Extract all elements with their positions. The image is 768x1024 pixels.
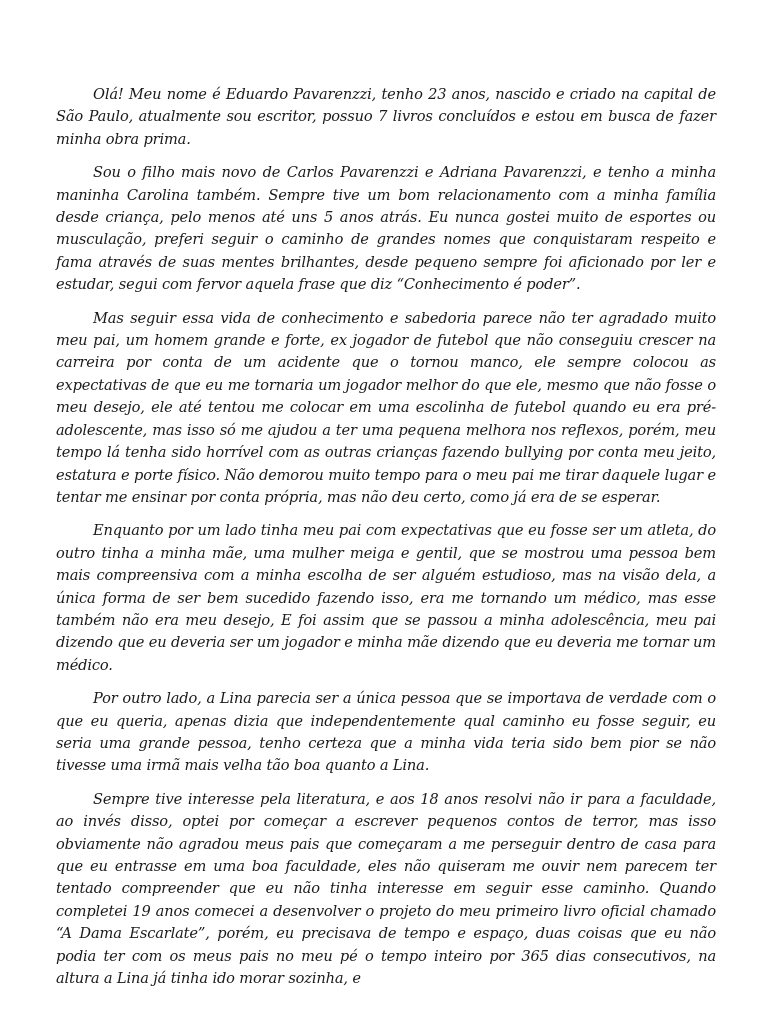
paragraph-6: Sempre tive interesse pela literatura, e aos 18 anos resolvi não ir para a faculdade, ao invés disso, optei por começar a escrever pequenos contos de terror, mas isso obviamente não agradou meus pais que começaram a me perseguir dentro de casa para que eu entrasse em uma boa faculdade, eles não quiseram me ouvir nem parecem ter tentado compreender que eu não tinha interesse em seguir esse caminho. Quando completei 19 anos comecei a desenvolver o projeto do meu primeiro livro oficial chamado “A Dama Escarlate”, porém, eu precisava de tempo e espaço, duas coisas que eu não podia ter com os meus pais no meu pé o tempo inteiro por 365 dias consecutivos, na altura a Lina já tinha ido morar sozinha, e [56, 790, 716, 988]
paragraph-4: Enquanto por um lado tinha meu pai com expectativas que eu fosse ser um atleta, do outro tinha a minha mãe, uma mulher meiga e gentil, que se mostrou uma pessoa bem mais compreensiva com a minha escolha de ser alguém estudioso, mas na visão dela, a única forma de ser bem sucedido fazendo isso, era me tornando um médico, mas esse também não era meu desejo, E foi assim que se passou a minha adolescência, meu pai dizendo que eu deveria ser um jogador e minha mãe dizendo que eu deveria me tornar um médico. [56, 522, 716, 674]
paragraph-2: Sou o filho mais novo de Carlos Pavarenzzi e Adriana Pavarenzzi, e tenho a minha maninha Carolina também. Sempre tive um bom relacionamento com a minha família desde criança, pelo menos até uns 5 anos atrás. Eu nunca gostei muito de esportes ou musculação, preferi seguir o caminho de grandes nomes que conquistaram respeito e fama através de suas mentes brilhantes, desde pequeno sempre foi aficionado por ler e estudar, segui com fervor aquela frase que diz “Conhecimento é poder”. [56, 164, 716, 294]
paragraph-3: Mas seguir essa vida de conhecimento e sabedoria parece não ter agradado muito meu pai, um homem grande e forte, ex jogador de futebol que não conseguiu crescer na carreira por conta de um acidente que o tornou manco, ele sempre colocou as expectativas de que eu me tornaria um jogador melhor do que ele, mesmo que não fosse o meu desejo, ele até tentou me colocar em uma escolinha de futebol quando eu era pré-adolescente, mas isso só me ajudou a ter uma pequena melhora nos reflexos, porém, meu tempo lá tenha sido horrível com as outras crianças fazendo bullying por conta meu jeito, estatura e porte físico. Não demorou muito tempo para o meu pai me tirar daquele lugar e tentar me ensinar por conta própria, mas não deu certo, como já era de se esperar. [56, 309, 716, 506]
paragraph-5: Por outro lado, a Lina parecia ser a única pessoa que se importava de verdade com o que eu queria, apenas dizia que independentemente qual caminho eu fosse seguir, eu seria uma grande pessoa, tenho certeza que a minha vida teria sido bem pior se não tivesse uma irmã mais velha tão boa quanto a Lina. [56, 690, 716, 775]
paragraph-1: Olá! Meu nome é Eduardo Pavarenzzi, tenho 23 anos, nascido e criado na capital de São Paulo, atualmente sou escritor, possuo 7 livros concluídos e estou em busca de fazer minha obra prima. [56, 86, 716, 148]
